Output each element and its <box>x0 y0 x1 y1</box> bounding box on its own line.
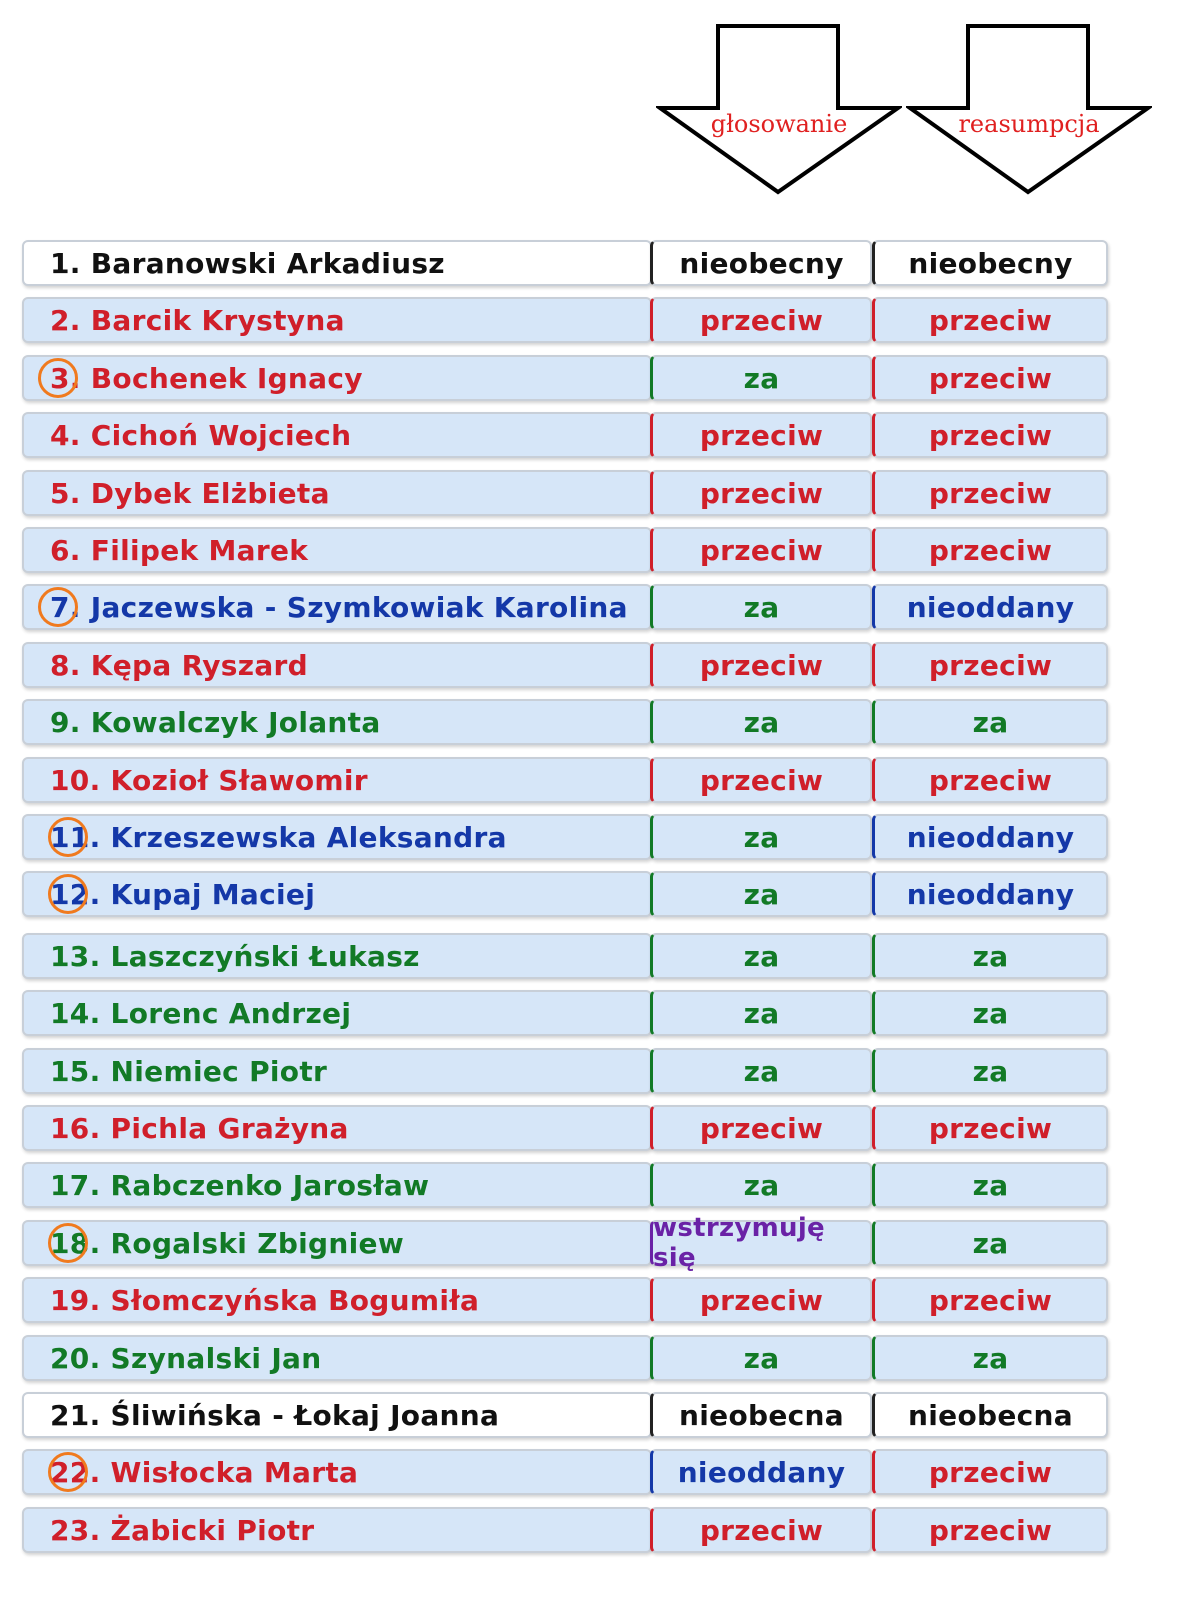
reassumption-result: za <box>872 1048 1108 1094</box>
councillor-name: 9. Kowalczyk Jolanta <box>22 699 652 745</box>
reassumption-column-header <box>906 24 1152 196</box>
reassumption-result: przeciw <box>872 412 1108 458</box>
reassumption-result: przeciw <box>872 1105 1108 1151</box>
councillor-name: 1. Baranowski Arkadiusz <box>22 240 652 286</box>
vote-result: za <box>650 1048 872 1094</box>
reassumption-result: nieoddany <box>872 814 1108 860</box>
highlight-circle <box>48 817 88 857</box>
councillor-name: 13. Laszczyński Łukasz <box>22 933 652 979</box>
vote-result: za <box>650 584 872 630</box>
vote-result: przeciw <box>650 757 872 803</box>
councillor-name: 22. Wisłocka Marta <box>22 1449 652 1495</box>
vote-result: za <box>650 990 872 1036</box>
councillor-name: 16. Pichla Grażyna <box>22 1105 652 1151</box>
vote-result: przeciw <box>650 297 872 343</box>
vote-result: za <box>650 1162 872 1208</box>
reassumption-result: przeciw <box>872 1277 1108 1323</box>
councillor-name: 23. Żabicki Piotr <box>22 1507 652 1553</box>
councillor-name: 20. Szynalski Jan <box>22 1335 652 1381</box>
highlight-circle <box>38 358 78 398</box>
vote-result: przeciw <box>650 1105 872 1151</box>
councillor-name: 6. Filipek Marek <box>22 527 652 573</box>
councillor-name: 5. Dybek Elżbieta <box>22 470 652 516</box>
reassumption-result: przeciw <box>872 297 1108 343</box>
reassumption-result: za <box>872 1162 1108 1208</box>
reassumption-result: za <box>872 699 1108 745</box>
reassumption-result: za <box>872 990 1108 1036</box>
reassumption-result: przeciw <box>872 355 1108 401</box>
vote-result: za <box>650 699 872 745</box>
reassumption-result: przeciw <box>872 527 1108 573</box>
vote-result: przeciw <box>650 1277 872 1323</box>
vote-result: nieobecna <box>650 1392 872 1438</box>
reassumption-result: przeciw <box>872 1449 1108 1495</box>
councillor-name: 12. Kupaj Maciej <box>22 871 652 917</box>
vote-result: przeciw <box>650 527 872 573</box>
councillor-name: 15. Niemiec Piotr <box>22 1048 652 1094</box>
reassumption-result: nieobecna <box>872 1392 1108 1438</box>
reassumption-result: przeciw <box>872 642 1108 688</box>
vote-result: przeciw <box>650 1507 872 1553</box>
councillor-name: 8. Kępa Ryszard <box>22 642 652 688</box>
highlight-circle <box>38 587 78 627</box>
reassumption-result: nieobecny <box>872 240 1108 286</box>
councillor-name: 7. Jaczewska - Szymkowiak Karolina <box>22 584 652 630</box>
vote-result: nieobecny <box>650 240 872 286</box>
councillor-name: 14. Lorenc Andrzej <box>22 990 652 1036</box>
vote-result: przeciw <box>650 412 872 458</box>
reassumption-result: za <box>872 1335 1108 1381</box>
vote-column-label: głosowanie <box>710 110 848 138</box>
vote-result: przeciw <box>650 470 872 516</box>
vote-result: za <box>650 814 872 860</box>
councillor-name: 10. Kozioł Sławomir <box>22 757 652 803</box>
councillor-name: 11. Krzeszewska Aleksandra <box>22 814 652 860</box>
reassumption-result: nieoddany <box>872 871 1108 917</box>
reassumption-result: za <box>872 1220 1108 1266</box>
councillor-name: 2. Barcik Krystyna <box>22 297 652 343</box>
reassumption-result: nieoddany <box>872 584 1108 630</box>
vote-result: za <box>650 933 872 979</box>
highlight-circle <box>48 1452 88 1492</box>
highlight-circle <box>48 1223 88 1263</box>
reassumption-result: przeciw <box>872 757 1108 803</box>
vote-result: za <box>650 355 872 401</box>
councillor-name: 21. Śliwińska - Łokaj Joanna <box>22 1392 652 1438</box>
councillor-name: 3. Bochenek Ignacy <box>22 355 652 401</box>
vote-result: nieoddany <box>650 1449 872 1495</box>
reassumption-result: przeciw <box>872 470 1108 516</box>
vote-result: przeciw <box>650 642 872 688</box>
vote-result: wstrzymuję się <box>650 1220 872 1266</box>
reassumption-result: za <box>872 933 1108 979</box>
highlight-circle <box>48 874 88 914</box>
vote-result: za <box>650 1335 872 1381</box>
reassumption-column-label: reasumpcja <box>958 110 1100 138</box>
vote-result: za <box>650 871 872 917</box>
councillor-name: 4. Cichoń Wojciech <box>22 412 652 458</box>
vote-column-header <box>656 24 902 196</box>
councillor-name: 17. Rabczenko Jarosław <box>22 1162 652 1208</box>
councillor-name: 18. Rogalski Zbigniew <box>22 1220 652 1266</box>
councillor-name: 19. Słomczyńska Bogumiła <box>22 1277 652 1323</box>
reassumption-result: przeciw <box>872 1507 1108 1553</box>
